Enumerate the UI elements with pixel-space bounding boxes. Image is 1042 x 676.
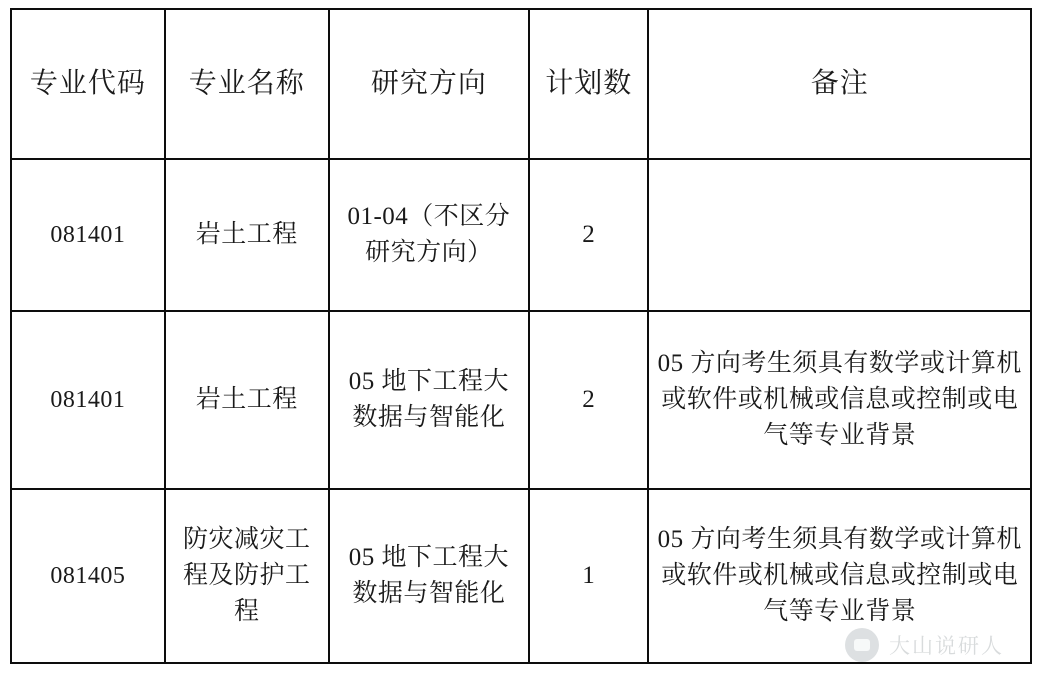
cell-major-name: 防灾减灾工程及防护工程: [165, 489, 329, 663]
cell-plan-count: 1: [529, 489, 648, 663]
cell-major-name: 岩土工程: [165, 311, 329, 489]
cell-major-code: 081401: [11, 159, 165, 311]
cell-major-code: 081401: [11, 311, 165, 489]
column-header-major-code: 专业代码: [11, 9, 165, 159]
table-header-row: [11, 9, 1031, 159]
cell-research-direction: 05 地下工程大数据与智能化: [329, 489, 529, 663]
table-header: [11, 9, 1031, 159]
cell-research-direction: 05 地下工程大数据与智能化: [329, 311, 529, 489]
table-body: [11, 159, 1031, 663]
cell-remarks: 05 方向考生须具有数学或计算机或软件或机械或信息或控制或电气等专业背景: [648, 489, 1031, 663]
cell-remarks: [648, 159, 1031, 311]
cell-major-name: 岩土工程: [165, 159, 329, 311]
column-header-remarks: 备注: [648, 9, 1031, 159]
column-header-major-name: 专业名称: [165, 9, 329, 159]
document-sheet: [10, 8, 1032, 668]
watermark-text: 大山说研人: [889, 635, 1004, 658]
cell-plan-count: 2: [529, 311, 648, 489]
table-row: [11, 311, 1031, 489]
table-row: [11, 489, 1031, 663]
admissions-plan-table: [10, 8, 1032, 664]
cell-plan-count: 2: [529, 159, 648, 311]
cell-major-code: 081405: [11, 489, 165, 663]
column-header-plan-count: 计划数: [529, 9, 648, 159]
cell-research-direction: 01-04（不区分研究方向）: [329, 159, 529, 311]
column-header-research-direction: 研究方向: [329, 9, 529, 159]
cell-remarks: 05 方向考生须具有数学或计算机或软件或机械或信息或控制或电气等专业背景: [648, 311, 1031, 489]
table-row: [11, 159, 1031, 311]
